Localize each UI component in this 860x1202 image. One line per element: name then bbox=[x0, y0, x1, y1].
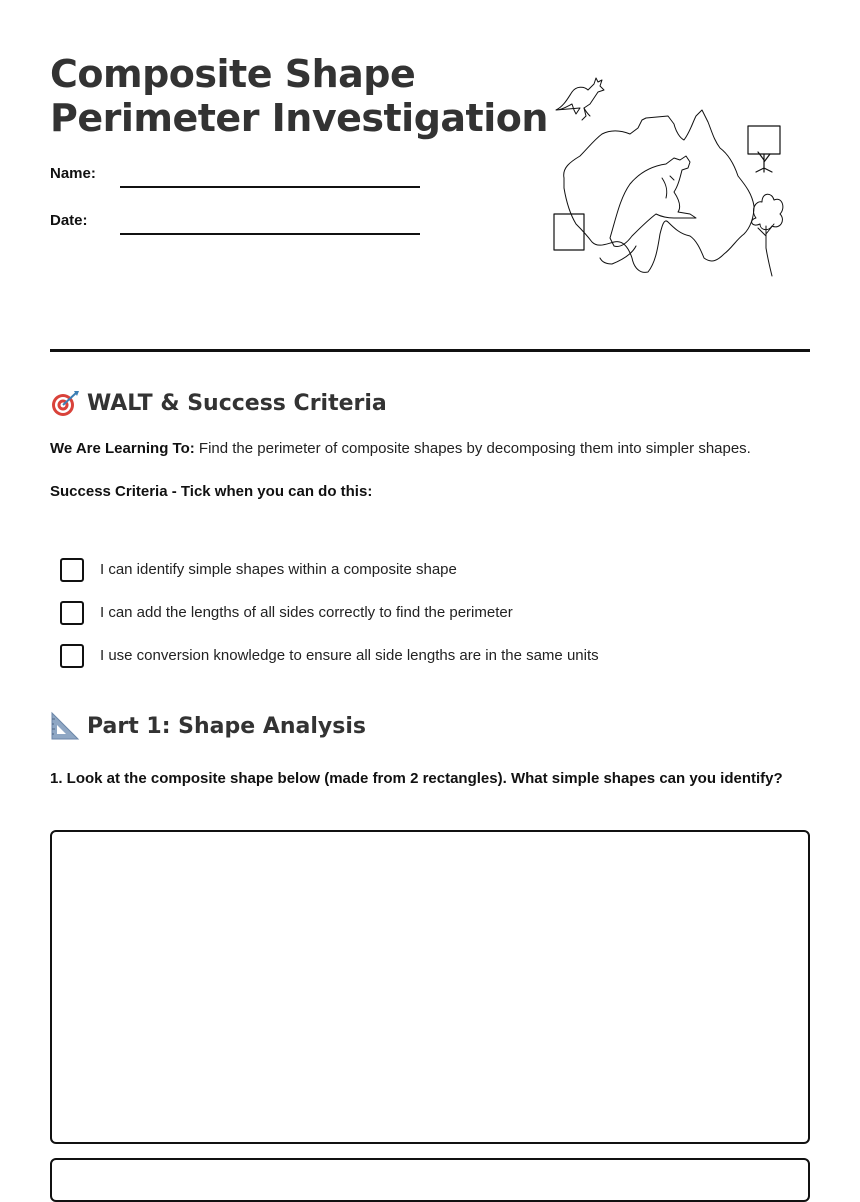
criteria-item bbox=[60, 548, 599, 591]
criteria-item bbox=[60, 591, 599, 634]
large-kangaroo-icon bbox=[610, 156, 696, 247]
walt-heading: WALT & Success Criteria bbox=[87, 390, 387, 416]
walt-text: Find the perimeter of composite shapes by decomposing them into simpler shapes. bbox=[198, 440, 751, 457]
criteria-text: I can add the lengths of all sides correctly to find the perimeter bbox=[100, 604, 513, 621]
title-line-2: Perimeter Investigation bbox=[50, 96, 548, 140]
australia-outline bbox=[564, 110, 754, 272]
australia-map-illustration bbox=[550, 68, 790, 280]
tree-icon bbox=[752, 194, 783, 276]
criteria-checkbox[interactable] bbox=[60, 601, 84, 625]
date-label: Date: bbox=[50, 212, 88, 229]
worksheet-header bbox=[50, 0, 810, 352]
kangaroo-icon bbox=[556, 78, 604, 120]
name-field[interactable] bbox=[50, 165, 420, 195]
walt-statement bbox=[50, 440, 751, 457]
next-answer-box[interactable] bbox=[50, 1158, 810, 1202]
success-criteria-title: Success Criteria - Tick when you can do this: bbox=[50, 483, 373, 500]
part1-heading: Part 1: Shape Analysis bbox=[87, 713, 366, 739]
criteria-text: I use conversion knowledge to ensure all side lengths are in the same units bbox=[100, 647, 599, 664]
page-title bbox=[50, 52, 548, 140]
question-1: 1. Look at the composite shape below (made from 2 rectangles). What simple shapes can you identify? bbox=[50, 770, 783, 787]
name-write-line[interactable] bbox=[120, 186, 420, 188]
worksheet-page bbox=[50, 0, 810, 787]
target-icon bbox=[50, 388, 80, 418]
date-field[interactable] bbox=[50, 212, 420, 242]
title-line-1: Composite Shape bbox=[50, 52, 416, 96]
criteria-text: I can identify simple shapes within a composite shape bbox=[100, 561, 457, 578]
success-criteria-list bbox=[60, 548, 599, 677]
walt-section-heading bbox=[50, 388, 387, 418]
answer-box[interactable] bbox=[50, 830, 810, 1144]
square-frame-top bbox=[748, 126, 780, 154]
date-write-line[interactable] bbox=[120, 233, 420, 235]
walt-label: We Are Learning To: bbox=[50, 440, 195, 457]
criteria-checkbox[interactable] bbox=[60, 558, 84, 582]
square-frame-left bbox=[554, 214, 584, 250]
name-label: Name: bbox=[50, 165, 96, 182]
set-square-icon bbox=[50, 711, 80, 741]
criteria-checkbox[interactable] bbox=[60, 644, 84, 668]
header-divider bbox=[50, 349, 810, 352]
criteria-item bbox=[60, 634, 599, 677]
part1-section-heading bbox=[50, 711, 366, 741]
